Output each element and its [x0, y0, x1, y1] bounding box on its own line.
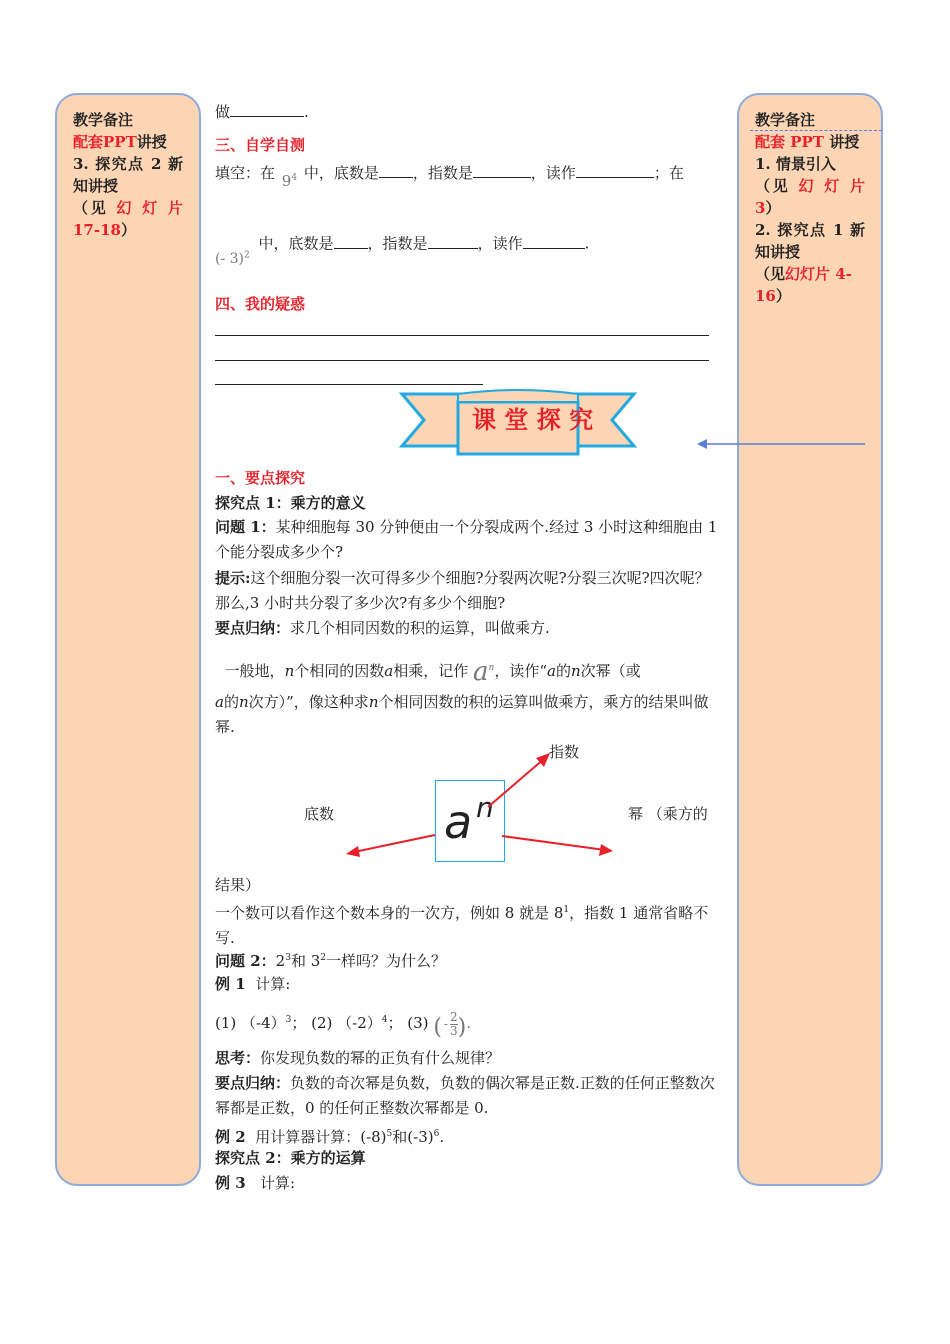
- power-base-a: a: [444, 795, 473, 849]
- top-fill-line: 做 .: [215, 103, 309, 121]
- right-note-line1: 配套 PPT 讲授: [755, 133, 860, 151]
- general-definition: 一般地，n个相同的因数a相乘，记作 $a^n$，读作“a的n次幂（或: [224, 657, 641, 687]
- section3-title: 三、自学自测: [215, 136, 306, 154]
- point1-title: 探究点 1：乘方的意义: [215, 494, 366, 512]
- right-note-line6: 知讲授: [755, 243, 801, 261]
- hint: 提示:这个细胞分裂一次可得多少个细胞?分裂两次呢?分裂三次呢?四次呢？那么,3 小时共分裂了多少次?有多少个细胞?: [215, 569, 710, 612]
- think: 思考：你发现负数的幂的正负有什么规律？: [215, 1049, 501, 1067]
- question1: 问题 1：某种细胞每 30 分钟便由一个分裂成两个.经过 3 小时这种细胞由 1 个能分裂成多少个?: [215, 518, 718, 561]
- power-exp-n: n: [476, 791, 494, 824]
- classroom-banner: [398, 388, 638, 460]
- diagram-power-label-cont: 结果）: [215, 876, 261, 894]
- left-note-title: 教学备注: [73, 111, 134, 129]
- right-note-line5: 2. 探究点 1 新: [755, 221, 865, 239]
- left-note-line2: 3. 探究点 2 新: [73, 155, 183, 173]
- right-note-line3: （见 幻 灯 片: [755, 177, 865, 195]
- answer-line-2: [215, 360, 709, 361]
- question2: 问题 2：$2^3$和 $3^2$一样吗？为什么？: [215, 952, 447, 970]
- point2-title: 探究点 2：乘方的运算: [215, 1149, 366, 1167]
- left-note-line1: 配套PPT讲授: [73, 133, 167, 151]
- left-note-line5: 17-18）: [73, 221, 136, 239]
- example1: 例 1 计算:: [215, 975, 291, 993]
- summary1: 要点归纳：求几个相同因数的积的运算，叫做乘方.: [215, 619, 550, 637]
- example3: 例 3 计算:: [215, 1174, 296, 1192]
- right-note-title: 教学备注: [755, 111, 816, 129]
- example1-items: (1) $(-4)^3$； (2) $(-2)^4$； (3) ( - $\frac{2}{3}$ ).: [215, 1009, 471, 1040]
- explore-title: 一、要点探究: [215, 469, 306, 487]
- right-note-line8: 16）: [755, 287, 791, 305]
- left-note-panel: [55, 93, 201, 1186]
- general-definition-cont: a的n次方）”，像这种求n个相同因数的积的运算叫做乘方，乘方的结果叫做幂.: [215, 693, 709, 736]
- pointer-arrow: [695, 434, 867, 454]
- one-power-note: 一个数可以看作这个数本身的一次方，例如 8 就是 $8^1$，指数 1 通常省略不写.: [215, 904, 709, 947]
- answer-line-3: [215, 384, 483, 385]
- banner-text: 课 堂 探 究: [472, 406, 594, 434]
- diagram-base-label: 底数: [304, 805, 335, 823]
- left-note-line4: （见 幻 灯 片: [73, 199, 183, 217]
- answer-line-1: [215, 335, 709, 336]
- diagram-power-label: 幂 （乘方的: [628, 805, 708, 823]
- section3-fill-1: 填空：在 $9^4$ 中，底数是 ，指数是 ，读作 ；在: [215, 164, 684, 190]
- right-note-line4: 3）: [755, 199, 781, 217]
- diagram-arrows: [340, 740, 620, 865]
- right-note-panel: [737, 93, 883, 1186]
- example2: 例 2 用计算器计算：$(-8)^5$和$(-3)^6$.: [215, 1128, 445, 1146]
- left-note-line3: 知讲授: [73, 177, 119, 195]
- summary2: 要点归纳：负数的奇次幂是负数，负数的偶次幂是正数.正数的任何正整数次幂都是正数，0 的任何正整数次幂都是 0.: [215, 1074, 715, 1117]
- section4-title: 四、我的疑惑: [215, 295, 306, 313]
- right-note-line2: 1. 情景引入: [755, 155, 836, 173]
- right-note-line7: （见幻灯片 4-: [755, 265, 852, 283]
- diagram-exponent-label: 指数: [549, 743, 580, 761]
- section3-fill-2: (- 3)$^2$ 中，底数是 ，指数是 ，读作 .: [215, 234, 590, 267]
- dashed-divider: [750, 130, 882, 131]
